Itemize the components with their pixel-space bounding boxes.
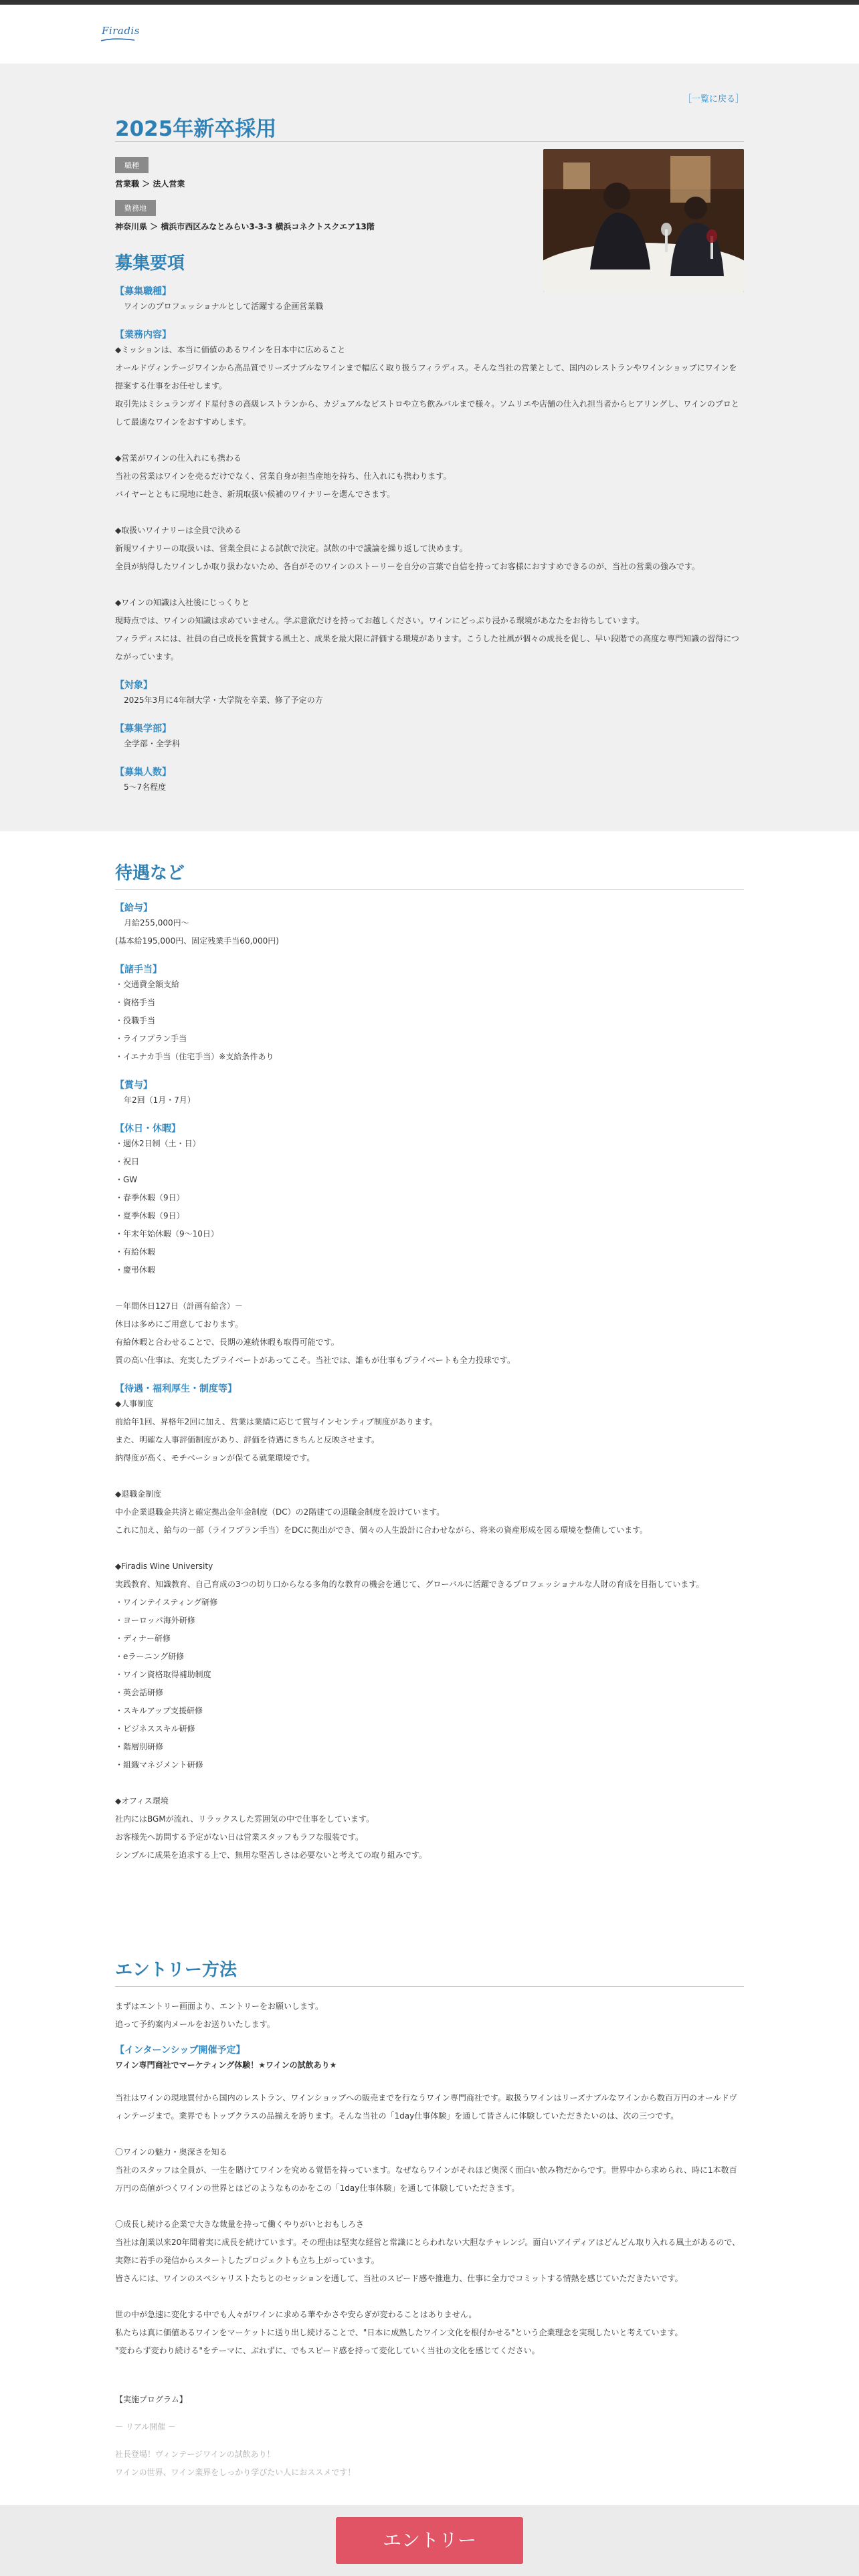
section-title: 【募集職種】 xyxy=(115,286,171,297)
internship-title: 【インターンシップ開催予定】 xyxy=(115,2045,246,2056)
internship-body: 当社はワインの現地買付から国内のレストラン、ワインショップへの販売までを行なうワイン専門商社です。取扱うワインはリーズナブルなワインから数百万円のオールドヴィンテージまで。業界でもトップクラスの品揃えを誇ります。そんな当社の「1day仕事体験」を通して皆さんに体験していただきたいのは、次の三つです。 〇ワインの魅力・奥深さを知る 当社のスタッフは全員が、一生を賭けてワインを究める覚悟を持っています。なぜならワインがそれほど奥深く面白い飲み物だからです。世界中から求められ、時に1本数百万円の高値がつくワインの世界とはどのようなものかをこの「1day仕事体験」を通して体験していただきます。 〇成長し続ける企業で大きな裁量を持って働くやりがいとおもしろさ 当社は創業以来20年間着実に成長を続けています。その理由は堅実な経営と常識にとらわれない大胆なチャレンジ。面白いアイディアはどんどん取り入れる風土があるので、実際に若手の発信からスタートしたプロジェクトも立ち上がっています。 皆さんには、ワインのスペシャリストたちとのセッションを通して、当社のスピード感や推進力、仕事に全力でコミットする情熱を感じていただきたいです。 世の中が急速に変化する中でも人々がワインに求める華やかさや安らぎが変わることはありません。 私たちは真に価値あるワインをマーケットに送り出し続けることで、"日本に成熟したワイン文化を根付かせる"という企業理念を実現したいと考えています。 "変わらず変わり続ける"をテーマに、ぶれずに、でもスピード感を持って変化していく当社の文化を感じてください。 xyxy=(115,2093,741,2355)
holiday-body: ・週休2日制（土・日） ・祝日 ・GW ・春季休暇（9日） ・夏季休暇（9日） ・年末年始休暇（9～10日） ・有給休暇 ・慶弔休暇 －年間休日127日（計画有給含）－ 休日は多めにご用意しております。 有給休暇と合わせることで、長期の連続休暇も取得可能です。 質の高い仕事は、充実したプライベートがあってこそ。当社では、誰もが仕事もプライベートも全力投球です。 xyxy=(115,1139,515,1365)
office-photo xyxy=(543,149,744,292)
job-category-info xyxy=(115,157,185,189)
program-line: － リアル開催 － xyxy=(115,2422,177,2432)
company-logo[interactable]: Firadis xyxy=(102,25,140,37)
salary-body: 月給255,000円～ xyxy=(124,918,189,928)
section-title: 【募集学部】 xyxy=(115,724,171,734)
divider xyxy=(115,889,744,890)
page-title: 2025年新卒採用 xyxy=(115,117,277,141)
benefits-heading: 待遇など xyxy=(115,863,185,883)
location-tag: 勤務地 xyxy=(115,200,156,216)
divider xyxy=(115,141,744,142)
holiday-title: 【休日・休暇】 xyxy=(115,1123,181,1134)
site-header xyxy=(0,5,859,64)
job-category-value: 営業職 ＞ 法人営業 xyxy=(115,179,185,189)
benefits-section xyxy=(115,859,744,1864)
entry-button[interactable]: エントリー xyxy=(336,2517,523,2564)
allowance-body: ・交通費全額支給 ・資格手当 ・役職手当 ・ライフプラン手当 ・イエナカ手当（住宅手当）※支給条件あり xyxy=(115,980,274,1061)
entry-heading: エントリー方法 xyxy=(115,1960,237,1980)
welfare-title: 【待遇・福利厚生・制度等】 xyxy=(115,1384,237,1394)
section-body: ワインのプロフェッショナルとして活躍する企画営業職 xyxy=(124,302,324,311)
section-body: ◆ミッションは、本当に価値のあるワインを日本中に広めること オールドヴィンテージワインから高品質でリーズナブルなワインまで幅広く取り扱うフィラディス。そんな当社の営業として、国内のレストランやワインショップにワインを提案する仕事をお任せします。 取引先はミシュランガイド星付きの高級レストランから、カジュアルなビストロや立ち飲みバルまで様々。ソムリエや店舗の仕入れ担当者からヒアリングし、ワインのプロとして最適なワインをおすすめします。 ◆営業がワインの仕入れにも携わる 当社の営業はワインを売るだけでなく、営業自身が担当産地を持ち、仕入れにも携わります。 バイヤーとともに現地に赴き、新規取扱い候補のワイナリーを選んでさます。 ◆取扱いワイナリーは全員で決める 新規ワイナリーの取扱いは、営業全員による試飲で決定。試飲の中で議論を繰り返して決めます。 全員が納得したワインしか取り扱わないため、各自がそのワインのストーリーを自分の言葉で自信を持ってお客様におすすめできるのが、当社の営業の強みです。 ◆ワインの知識は入社後にじっくりと 現時点では、ワインの知識は求めていません。学ぶ意欲だけを持ってお越しください。ワインにどっぷり浸かる環境があなたをお待ちしています。 フィラディスには、社員の自己成長を賞賛する風土と、成果を最大限に評価する環境があります。こうした社風が個々の成長を促し、早い段階での高度な専門知識の習得につながっています。 xyxy=(115,345,739,661)
program-title: 【実施プログラム】 xyxy=(115,2395,187,2404)
recruit-heading: 募集要項 xyxy=(115,253,185,274)
location-value: 神奈川県 ＞ 横浜市西区みなとみらい3-3-3 横浜コネクトスクエア13階 xyxy=(115,222,375,231)
back-to-list-link[interactable]: ［一覧に戻る］ xyxy=(682,94,744,104)
job-category-tag: 職種 xyxy=(115,157,149,173)
divider xyxy=(115,1986,744,1987)
recruit-content xyxy=(115,64,744,831)
section-body: 全学部・全学科 xyxy=(124,739,181,748)
program-line: 社長登場！ヴィンテージワインの試飲あり！ xyxy=(115,2450,275,2459)
bonus-body: 年2回（1月・7月） xyxy=(124,1095,195,1105)
salary-title: 【給与】 xyxy=(115,903,153,914)
program-line: ワインの世界、ワイン業界をしっかり学びたい人におススメです！ xyxy=(115,2468,356,2477)
welfare-body: ◆人事制度 前給年1回、昇格年2回に加え、営業は業績に応じて賞与インセンティブ制度があります。 また、明確な人事評価制度があり、評価を待遇にきちんと反映させます。 納得度が高く、モチベーションが保てる就業環境です。 ◆退職金制度 中小企業退職金共済と確定拠出金年金制度（DC）の2階建ての退職金制度を設けています。 これに加え、給与の一部（ライフプラン手当）をDCに拠出ができ、個々の人生設計に合わせながら、将来の資産形成を図る環境を整備しています。 ◆Firadis Wine University 実践教育、知識教育、自己育成の3つの切り口からなる多角的な教育の機会を通じて、グローバルに活躍できるプロフェッショナルな人財の育成を目指しています。 ・ワインテイスティング研修 ・ヨーロッパ海外研修 ・ディナー研修 ・eラーニング研修 ・ワイン資格取得補助制度 ・英会話研修 ・スキルアップ支援研修 ・ビジネススキル研修 ・階層別研修 ・組織マネジメント研修 ◆オフィス環境 社内にはBGMが流れ、リラックスした雰囲気の中で仕事をしています。 お客様先へ訪問する予定がない日は営業スタッフもラフな服装です。 シンプルに成果を追求する上で、無用な堅苦しさは必要ないと考えての取り組みです。 xyxy=(115,1399,704,1860)
section-title: 【募集人数】 xyxy=(115,767,171,778)
section-body: 2025年3月に4年制大学・大学院を卒業、修了予定の方 xyxy=(124,695,323,705)
section-title: 【対象】 xyxy=(115,680,153,691)
section-body: 5～7名程度 xyxy=(124,782,167,792)
entry-section xyxy=(115,1956,744,2482)
location-info xyxy=(115,200,375,232)
internship-subtitle: ワイン専門商社でマーケティング体験！★ワインの試飲あり★ xyxy=(115,2060,337,2070)
allowance-title: 【諸手当】 xyxy=(115,964,162,975)
bonus-title: 【賞与】 xyxy=(115,1080,153,1091)
section-title: 【業務内容】 xyxy=(115,330,171,340)
top-bar xyxy=(0,0,859,5)
entry-intro: まずはエントリー画面より、エントリーをお願いします。 追って予約案内メールをお送りいたします。 xyxy=(115,2002,324,2029)
logo-swoosh-icon xyxy=(100,38,135,42)
salary-note: (基本給195,000円、固定残業手当60,000円) xyxy=(115,936,279,946)
recruit-details xyxy=(115,284,744,796)
